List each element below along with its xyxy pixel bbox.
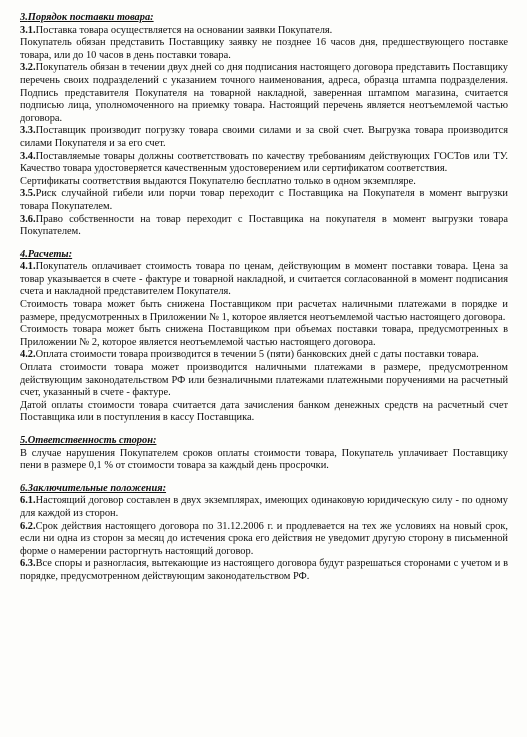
section-number: 5.	[20, 435, 28, 446]
clause-number: 6.1.	[20, 495, 36, 507]
paragraph-text: Срок действия настоящего договора по 31.12.2006 г. и продлевается на тех же условиях на новый срок, если ни одна из сторон за месяц до истечения срока его действия не уведомит другую сторону в письменной форме о намерении расторгнуть настоящий договор.	[20, 520, 508, 557]
section-title: Заключительные положения:	[27, 482, 167, 494]
paragraph-text: Риск случайной гибели или порчи товар переходит с Поставщика на Покупателя в момент выгрузки товара Покупателем.	[20, 188, 508, 212]
section-heading	[20, 483, 508, 496]
section-number: 6.	[20, 482, 28, 494]
paragraph	[20, 349, 508, 362]
section-4	[20, 249, 508, 425]
paragraph	[20, 151, 508, 176]
paragraph	[20, 214, 508, 239]
section-heading	[20, 12, 508, 25]
section-6	[20, 483, 508, 584]
paragraph	[20, 400, 508, 425]
paragraph-text: Покупатель оплачивает стоимость товара по ценам, действующим в момент поставки товара. Цена за товар указывается в счете - фактуре и товарной накладной, и считается согласованной в момент подписания счета и накладной представителем Покупателя.	[20, 261, 508, 298]
paragraph-text: Датой оплаты стоимости товара считается дата зачисления банком денежных средств на расчетный счет Поставщика или в поступления в кассу Поставщика.	[20, 399, 508, 424]
clause-number: 4.2.	[20, 349, 36, 361]
paragraph-text: Покупатель обязан представить Поставщику заявку не позднее 16 часов дня, предшествующего поставке товара, или до 10 часов в день поставки товара.	[20, 37, 508, 61]
paragraph-text: Поставляемые товары должны соответствовать по качеству требованиям действующих ГОСТов или ТУ. Качество товара удостоверяется качественным удостоверением или сертификатом соответствия.	[20, 150, 508, 175]
section-5	[20, 435, 508, 473]
paragraph	[20, 25, 508, 38]
paragraph	[20, 37, 508, 62]
paragraph-text: Покупатель обязан в течении двух дней со дня подписания настоящего договора представить Поставщику перечень своих подразделений с указанием точного наименования, адреса, образца штампа подразделения. Подпись представителя Покупателя на товарной накладной, заверенная штампом магазина, считается подписью лица, уполномоченного на приемку товара. Настоящий перечень является неотъемлемой частью договора.	[20, 62, 508, 124]
section-number: 4.	[20, 248, 28, 260]
section-heading	[20, 249, 508, 262]
paragraph	[20, 558, 508, 583]
clause-number: 4.1.	[20, 261, 36, 273]
paragraph-text: Поставщик производит погрузку товара своими силами и за свой счет. Выгрузка товара производится силами Покупателя и за его счет.	[20, 125, 508, 149]
clause-number: 3.2.	[20, 62, 36, 74]
clause-number: 3.4.	[20, 150, 36, 162]
section-title: Расчеты:	[27, 248, 73, 260]
clause-number: 3.1.	[20, 24, 36, 36]
paragraph	[20, 324, 508, 349]
paragraph-text: Право собственности на товар переходит с Поставщика на покупателя в момент выгрузки товара Покупателем.	[20, 213, 508, 238]
paragraph-text: Стоимость товара может быть снижена Поставщиком при объемах поставки товара, предусмотренных в Приложении № 2, которое является неотъемлемой частью настоящего договора.	[20, 324, 508, 348]
paragraph	[20, 521, 508, 559]
clause-number: 3.5.	[20, 188, 36, 200]
paragraph-text: Настоящий договор составлен в двух экземплярах, имеющих одинаковую юридическую силу - по одному для каждой из сторон.	[20, 495, 508, 519]
clause-number: 3.6.	[20, 213, 36, 225]
section-number: 3.	[20, 12, 28, 23]
paragraph-text: В случае нарушения Покупателем сроков оплаты стоимости товара, Покупатель уплачивает Поставщику пени в размере 0,1 % от стоимости товара за каждый день просрочки.	[20, 447, 508, 472]
section-heading	[20, 435, 508, 448]
paragraph-text: Сертификаты соответствия выдаются Покупателю бесплатно только в одном экземпляре.	[20, 175, 416, 187]
paragraph	[20, 495, 508, 520]
paragraph-text: Оплата стоимости товара может производится наличными платежами в размере, предусмотренном действующим законодательством РФ или безналичными платежами платежными поручениями на расчетный счет, указанный в счете - фактуре.	[20, 362, 508, 399]
paragraph	[20, 125, 508, 150]
paragraph-text: Поставка товара осуществляется на основании заявки Покупателя.	[35, 24, 333, 36]
paragraph	[20, 362, 508, 400]
document-body	[20, 12, 508, 584]
paragraph	[20, 62, 508, 125]
paragraph	[20, 188, 508, 213]
paragraph-text: Оплата стоимости товара производится в течении 5 (пяти) банковских дней с даты поставки товара.	[35, 349, 479, 361]
paragraph-text: Все споры и разногласия, вытекающие из настоящего договора будут разрешаться сторонами с учетом и в порядке, предусмотренном действующим законодательством РФ.	[20, 558, 508, 582]
section-title: Порядок поставки товара:	[27, 12, 154, 23]
clause-number: 6.3.	[20, 558, 36, 570]
section-title: Ответственность сторон:	[27, 435, 157, 446]
paragraph	[20, 176, 508, 189]
paragraph	[20, 448, 508, 473]
paragraph	[20, 261, 508, 299]
section-3	[20, 12, 508, 239]
clause-number: 3.3.	[20, 125, 36, 137]
clause-number: 6.2.	[20, 520, 36, 532]
paragraph-text: Стоимость товара может быть снижена Поставщиком при расчетах наличными платежами в порядке и размере, предусмотренных в Приложении № 1, которое является неотъемлемой частью настоящего договора.	[20, 299, 508, 323]
paragraph	[20, 299, 508, 324]
